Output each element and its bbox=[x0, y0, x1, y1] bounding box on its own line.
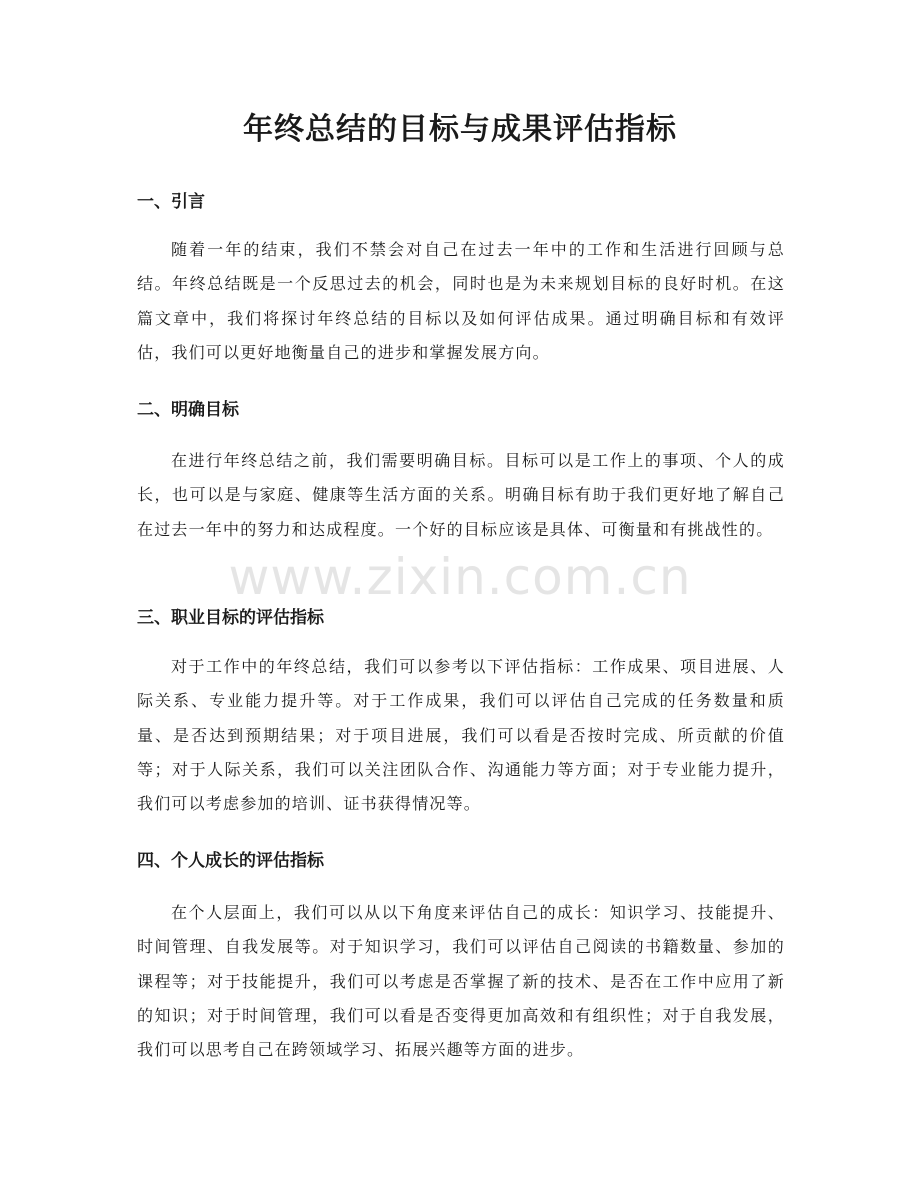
document-title: 年终总结的目标与成果评估指标 bbox=[243, 112, 677, 147]
section-heading-clear-goals: 二、明确目标 bbox=[137, 400, 239, 420]
watermark-text: www.zixin.com.cn bbox=[228, 548, 692, 606]
section-paragraph-introduction: 随着一年的结束，我们不禁会对自己在过去一年中的工作和生活进行回顾与总结。年终总结既是一个反思过去的机会，同时也是为未来规划目标的良好时机。在这篇文章中，我们将探讨年终总结的目标以及如何评估成果。通过明确目标和有效评估，我们可以更好地衡量自己的进步和掌握发展方向。 bbox=[137, 240, 785, 362]
section-heading-career-metrics: 三、职业目标的评估指标 bbox=[137, 608, 324, 628]
section-heading-personal-growth: 四、个人成长的评估指标 bbox=[137, 851, 324, 871]
section-paragraph-career-metrics: 对于工作中的年终总结，我们可以参考以下评估指标：工作成果、项目进展、人际关系、专业能力提升等。对于工作成果，我们可以评估自己完成的任务数量和质量、是否达到预期结果；对于项目进展，我们可以看是否按时完成、所贡献的价值等；对于人际关系，我们可以关注团队合作、沟通能力等方面；对于专业能力提升，我们可以考虑参加的培训、证书获得情况等。 bbox=[137, 657, 785, 814]
section-paragraph-clear-goals: 在进行年终总结之前，我们需要明确目标。目标可以是工作上的事项、个人的成长，也可以是与家庭、健康等生活方面的关系。明确目标有助于我们更好地了解自己在过去一年中的努力和达成程度。一个好的目标应该是具体、可衡量和有挑战性的。 bbox=[137, 451, 785, 539]
section-heading-introduction: 一、引言 bbox=[137, 192, 205, 212]
section-paragraph-personal-growth: 在个人层面上，我们可以从以下角度来评估自己的成长：知识学习、技能提升、时间管理、自我发展等。对于知识学习，我们可以评估自己阅读的书籍数量、参加的课程等；对于技能提升，我们可以考虑是否掌握了新的技术、是否在工作中应用了新的知识；对于时间管理，我们可以看是否变得更加高效和有组织性；对于自我发展，我们可以思考自己在跨领域学习、拓展兴趣等方面的进步。 bbox=[137, 903, 785, 1060]
